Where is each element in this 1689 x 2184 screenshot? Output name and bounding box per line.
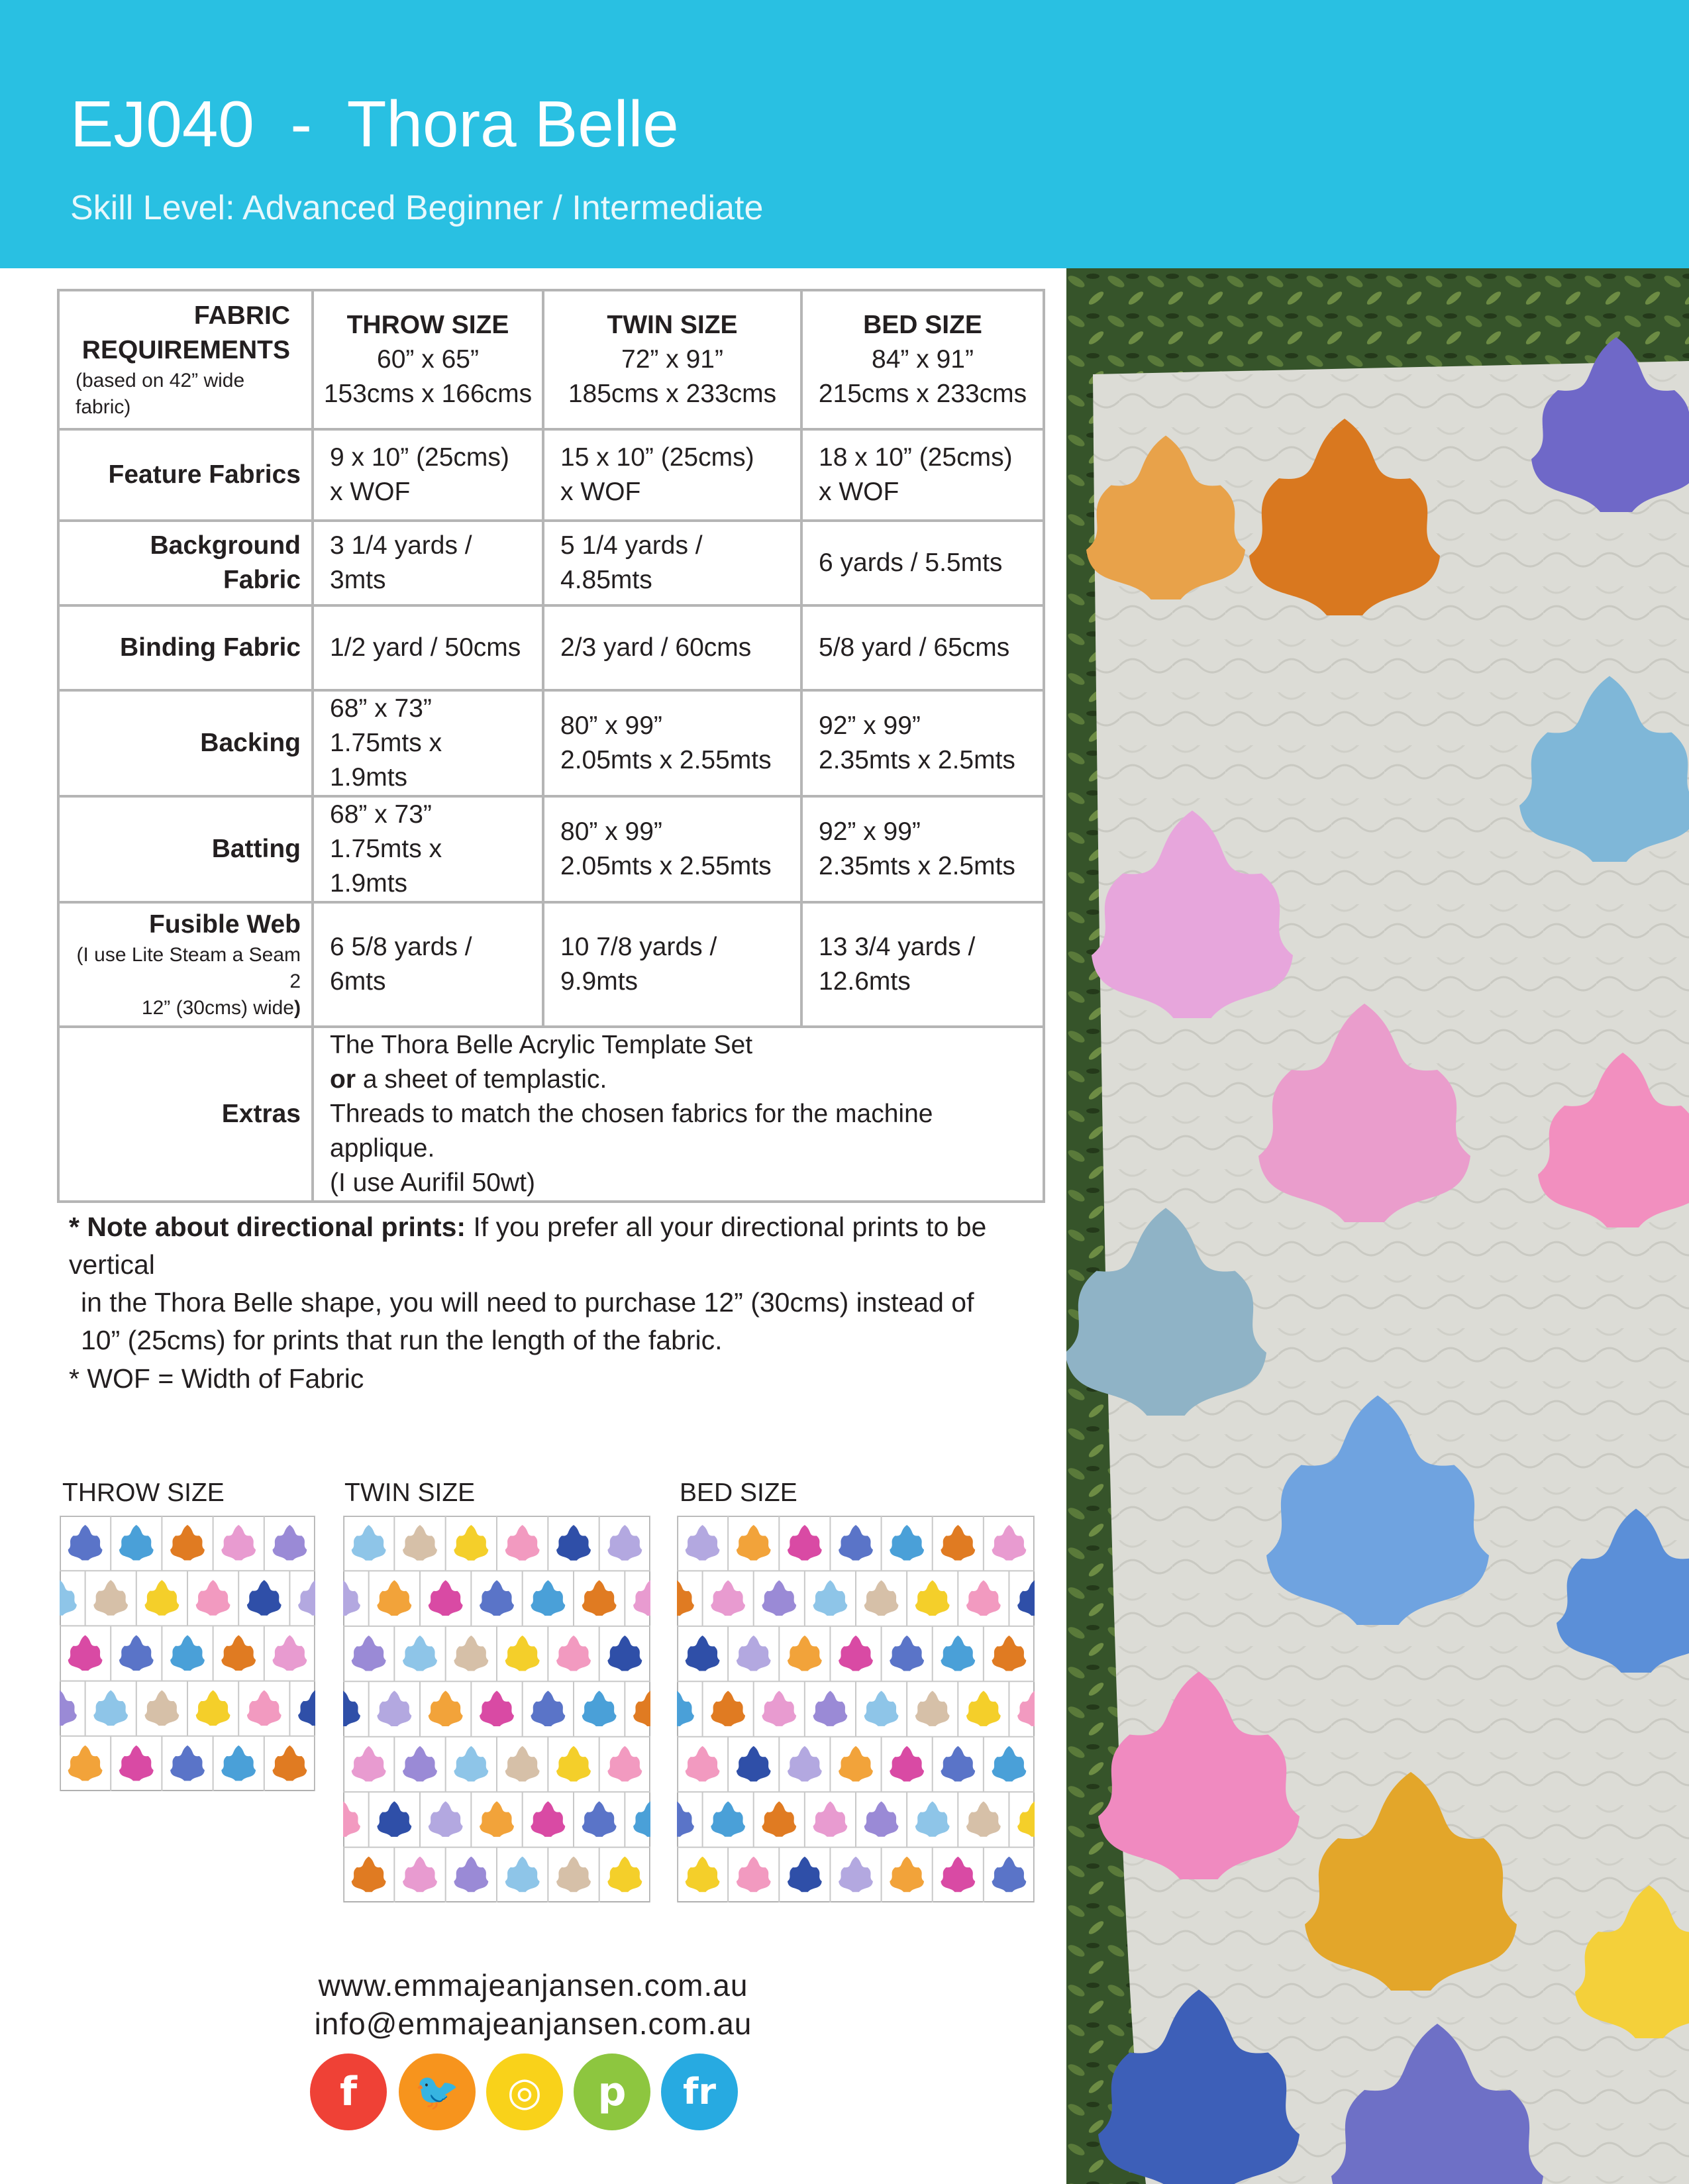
column-name: TWIN SIZE: [607, 311, 738, 339]
throw-layout-diagram: [60, 1516, 315, 1791]
extras-line-2: [330, 1063, 1027, 1097]
cell: [543, 521, 801, 605]
website-link[interactable]: www.emmajeanjansen.com.au: [318, 1968, 748, 2002]
cell-text: 3 1/4 yards / 3mts: [330, 531, 472, 594]
column-metric: 215cms x 233cms: [818, 380, 1027, 408]
twin-layout-label: TWIN SIZE: [344, 1479, 476, 1507]
row-label: [58, 902, 313, 1027]
cell-text: 15 x 10” (25cms): [560, 443, 754, 472]
cell-text: 1.75mts x 1.9mts: [330, 835, 442, 898]
cell-text: x WOF: [330, 478, 411, 506]
cell-text: 6 yards / 5.5mts: [819, 548, 1003, 577]
cell: [313, 796, 543, 902]
email-link[interactable]: info@emmajeanjansen.com.au: [314, 2006, 752, 2041]
cell-text: 1/2 yard / 50cms: [330, 633, 521, 662]
table-row: [58, 429, 1044, 521]
table-row-extras: [58, 1027, 1044, 1202]
cell: [313, 429, 543, 521]
column-imperial: 72” x 91”: [621, 345, 723, 374]
bed-layout-label: BED SIZE: [680, 1479, 797, 1507]
instagram-icon[interactable]: ◎: [486, 2054, 563, 2130]
table-row: [58, 690, 1044, 796]
note-line-2: in the Thora Belle shape, you will need to purchase 12” (30cms) instead of: [81, 1287, 974, 1318]
cell-text: 68” x 73”: [330, 694, 432, 723]
social-icons: [0, 2054, 1066, 2133]
header-banner: [0, 0, 1689, 268]
row-label-text: Extras: [221, 1100, 301, 1128]
cell: [801, 690, 1044, 796]
cell-text: 92” x 99”: [819, 817, 921, 846]
cell-text: 12.6mts: [819, 967, 911, 996]
wof-note: * WOF = Width of Fabric: [69, 1363, 364, 1394]
twitter-icon[interactable]: 🐦: [399, 2054, 476, 2130]
cell: [313, 902, 543, 1027]
row-label: Feature Fabrics: [58, 429, 313, 521]
table-row: [58, 796, 1044, 902]
corner-subtitle: (based on 42” wide fabric): [76, 370, 245, 418]
cell-text: 2.35mts x 2.5mts: [819, 746, 1015, 774]
cell-text: 5/8 yard / 65cms: [819, 633, 1010, 662]
cell-text: 80” x 99”: [560, 711, 662, 740]
cell-text: 13 3/4 yards /: [819, 933, 976, 961]
column-header-throw: [313, 290, 543, 429]
pinterest-icon[interactable]: p: [574, 2054, 650, 2130]
cell-text: x WOF: [819, 478, 899, 506]
cell-text: 2.05mts x 2.55mts: [560, 746, 772, 774]
column-name: THROW SIZE: [346, 311, 509, 339]
fusible-sub-2: [76, 995, 301, 1021]
bed-layout-diagram: [677, 1516, 1035, 1902]
cell: [801, 605, 1044, 690]
extras-or: or: [330, 1065, 356, 1094]
extras-line-4: (I use Aurifil 50wt): [330, 1169, 535, 1197]
cell-text: 92” x 99”: [819, 711, 921, 740]
cell: [801, 796, 1044, 902]
row-label: Backing: [58, 690, 313, 796]
fusible-sub-2-text: 12” (30cms) wide: [141, 997, 294, 1019]
table-row-fusible-web: [58, 902, 1044, 1027]
cell: [801, 902, 1044, 1027]
row-label: Batting: [58, 796, 313, 902]
cell: [543, 429, 801, 521]
cell-text: 6 5/8 yards / 6mts: [330, 933, 472, 996]
row-label: Binding Fabric: [58, 605, 313, 690]
cell-text: 1.75mts x 1.9mts: [330, 729, 442, 792]
note-line-3: 10” (25cms) for prints that run the length of the fabric.: [81, 1325, 723, 1355]
twin-layout-diagram: [343, 1516, 650, 1902]
row-label-text: Fusible Web: [149, 910, 301, 939]
extras-line-1: The Thora Belle Acrylic Template Set: [330, 1031, 753, 1059]
corner-line-1: FABRIC: [193, 301, 290, 330]
cell-text: 80” x 99”: [560, 817, 662, 846]
facebook-icon[interactable]: f: [310, 2054, 387, 2130]
fusible-sub-1: (I use Lite Steam a Seam 2: [76, 944, 301, 992]
cell: [313, 605, 543, 690]
quilt-photo-illustration: [1066, 268, 1689, 2184]
cell-text: 2.35mts x 2.5mts: [819, 852, 1015, 880]
table-corner-header: [58, 290, 313, 429]
column-imperial: 84” x 91”: [872, 345, 974, 374]
cell-text: 2/3 yard / 60cms: [560, 633, 752, 662]
column-header-bed: [801, 290, 1044, 429]
corner-line-2: REQUIREMENTS: [81, 336, 290, 364]
row-label: [58, 1027, 313, 1202]
cell: [801, 429, 1044, 521]
note-line-1: If you prefer all your directional prints to be vertical: [69, 1212, 987, 1280]
cell: [313, 690, 543, 796]
extras-line-3: Threads to match the chosen fabrics for the machine applique.: [330, 1100, 933, 1163]
extras-line-2-text: a sheet of templastic.: [356, 1065, 607, 1094]
cell-text: 68” x 73”: [330, 800, 432, 829]
cell-text: 18 x 10” (25cms): [819, 443, 1013, 472]
table-row: [58, 521, 1044, 605]
cell-text: x WOF: [560, 478, 641, 506]
cell-text: 5 1/4 yards / 4.85mts: [560, 531, 703, 594]
flickr-icon[interactable]: fr: [661, 2054, 738, 2130]
cell-text: 9 x 10” (25cms): [330, 443, 509, 472]
column-metric: 185cms x 233cms: [568, 380, 777, 408]
cell: [543, 902, 801, 1027]
fusible-sub-2-end: ): [294, 997, 301, 1019]
row-label: Background Fabric: [58, 521, 313, 605]
cell: [313, 521, 543, 605]
skill-level: Skill Level: Advanced Beginner / Intermediate: [70, 189, 764, 227]
cell: [543, 690, 801, 796]
column-header-twin: [543, 290, 801, 429]
column-imperial: 60” x 65”: [377, 345, 479, 374]
throw-layout-label: THROW SIZE: [62, 1479, 225, 1507]
cell-text: 10 7/8 yards / 9.9mts: [560, 933, 717, 996]
quilt-photo: [1066, 268, 1689, 2184]
cell-text: 2.05mts x 2.55mts: [560, 852, 772, 880]
extras-cell: [313, 1027, 1044, 1202]
cell: [543, 796, 801, 902]
note-heading: * Note about directional prints:: [69, 1212, 466, 1242]
cell: [543, 605, 801, 690]
column-metric: 153cms x 166cms: [323, 380, 533, 408]
table-row: [58, 605, 1044, 690]
column-name: BED SIZE: [863, 311, 982, 339]
directional-prints-note: [69, 1208, 1049, 1359]
cell: [801, 521, 1044, 605]
page-title: EJ040 - Thora Belle: [70, 87, 679, 160]
fabric-requirements-table: [57, 289, 1043, 1203]
